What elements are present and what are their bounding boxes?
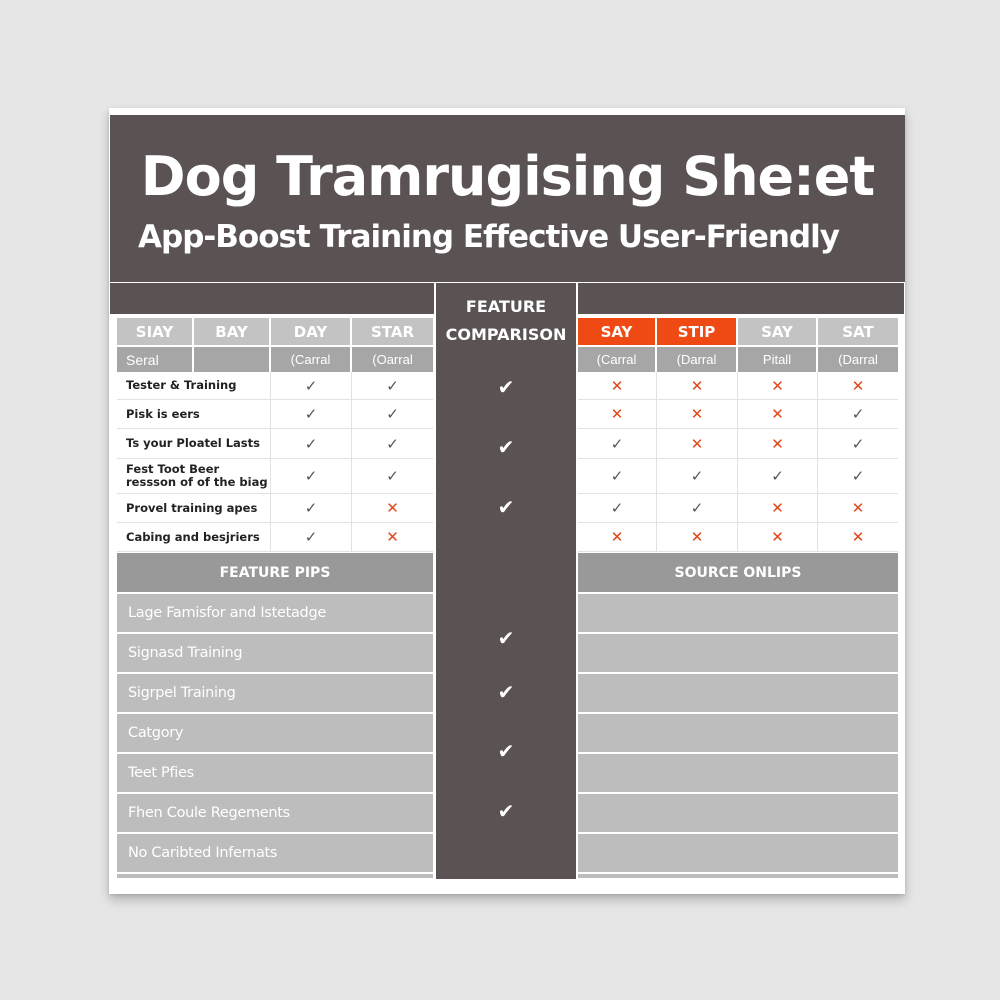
cross-icon: ✕ bbox=[386, 500, 399, 517]
status-cell bbox=[657, 459, 738, 493]
list-item: Signasd Training bbox=[117, 634, 433, 672]
cross-icon: ✕ bbox=[610, 377, 624, 395]
status-cell bbox=[352, 372, 433, 399]
cross-icon: ✕ bbox=[771, 377, 784, 395]
status-cell bbox=[271, 523, 352, 551]
cross-icon: ✕ bbox=[610, 529, 624, 546]
check-icon: ✔ bbox=[497, 628, 515, 650]
row-label: Cabing and besjriers bbox=[117, 523, 271, 551]
status-cell bbox=[738, 400, 818, 428]
table-row bbox=[117, 523, 433, 552]
check-icon: ✔ bbox=[497, 801, 515, 823]
left-comparison-table bbox=[117, 318, 433, 553]
list-item bbox=[578, 794, 898, 832]
list-item: Teet Pfies bbox=[117, 754, 433, 792]
status-cell bbox=[818, 459, 898, 493]
check-icon: ✔ bbox=[497, 437, 515, 459]
table-row bbox=[578, 400, 898, 429]
status-cell bbox=[657, 494, 738, 522]
cross-icon: ✕ bbox=[690, 406, 704, 423]
right-table-top-bar bbox=[578, 283, 904, 314]
page-title: Dog Tramrugising She:et bbox=[140, 145, 875, 208]
cross-icon: ✕ bbox=[386, 529, 399, 546]
table-row bbox=[578, 429, 898, 459]
status-cell bbox=[738, 459, 818, 493]
status-cell bbox=[352, 494, 433, 522]
right-subheader-row bbox=[578, 345, 898, 372]
check-icon: ✓ bbox=[851, 468, 865, 485]
table-row bbox=[578, 372, 898, 400]
row-label: Ts your Ploatel Lasts bbox=[117, 429, 271, 458]
column-header: STAR bbox=[352, 318, 433, 345]
status-cell bbox=[352, 429, 433, 458]
cross-icon: ✕ bbox=[690, 529, 704, 546]
list-item: No Caribted Infernats bbox=[117, 834, 433, 872]
cross-icon: ✕ bbox=[771, 529, 784, 546]
status-cell bbox=[578, 429, 657, 458]
feature-comparison-column bbox=[436, 283, 576, 879]
cross-icon: ✕ bbox=[690, 377, 704, 395]
check-icon: ✓ bbox=[851, 406, 865, 423]
table-row bbox=[578, 459, 898, 494]
cross-icon: ✕ bbox=[690, 435, 704, 453]
status-cell bbox=[657, 372, 738, 399]
status-cell bbox=[271, 372, 352, 399]
status-cell bbox=[818, 429, 898, 458]
table-row bbox=[117, 400, 433, 429]
check-icon: ✓ bbox=[304, 529, 318, 546]
check-icon: ✓ bbox=[386, 435, 399, 453]
status-cell bbox=[818, 372, 898, 399]
table-row bbox=[578, 494, 898, 523]
check-icon: ✓ bbox=[851, 435, 865, 453]
right-header-row bbox=[578, 318, 898, 345]
cross-icon: ✕ bbox=[851, 377, 865, 395]
check-icon: ✓ bbox=[690, 468, 704, 485]
row-label: Provel training apes bbox=[117, 494, 271, 522]
source-onlips-header: SOURCE ONLIPS bbox=[578, 553, 898, 592]
check-icon: ✓ bbox=[386, 406, 399, 423]
check-icon: ✓ bbox=[771, 468, 784, 485]
row-label: Pisk is eers bbox=[117, 400, 271, 428]
column-header: BAY bbox=[194, 318, 271, 345]
list-item: Catgory bbox=[117, 714, 433, 752]
status-cell bbox=[271, 429, 352, 458]
table-row bbox=[117, 459, 433, 494]
list-item bbox=[578, 714, 898, 752]
check-icon: ✓ bbox=[386, 468, 399, 485]
subheader-cell: (Carral bbox=[271, 345, 352, 372]
column-header: DAY bbox=[271, 318, 352, 345]
header-banner bbox=[110, 115, 905, 282]
cross-icon: ✕ bbox=[610, 406, 624, 423]
status-cell bbox=[352, 400, 433, 428]
column-header: SAT bbox=[818, 318, 898, 345]
table-row bbox=[117, 372, 433, 400]
check-icon: ✓ bbox=[304, 468, 318, 485]
subheader-cell: (Darral bbox=[818, 345, 898, 372]
list-item: Lage Famisfor and Istetadge bbox=[117, 594, 433, 632]
subheader-cell: (Darral bbox=[657, 345, 738, 372]
status-cell bbox=[738, 523, 818, 551]
status-cell bbox=[352, 459, 433, 493]
check-icon: ✔ bbox=[497, 377, 515, 399]
row-label: Tester & Training bbox=[117, 372, 271, 399]
feature-comparison-title bbox=[436, 293, 576, 349]
column-header: SIAY bbox=[117, 318, 194, 345]
status-cell bbox=[657, 400, 738, 428]
cross-icon: ✕ bbox=[771, 500, 784, 517]
check-icon: ✓ bbox=[386, 377, 399, 395]
list-item bbox=[578, 594, 898, 632]
check-icon: ✔ bbox=[497, 497, 515, 519]
subheader-cell: (Carral bbox=[578, 345, 657, 372]
status-cell bbox=[578, 494, 657, 522]
check-icon: ✓ bbox=[690, 500, 704, 517]
cross-icon: ✕ bbox=[851, 529, 865, 546]
list-item: Fhen Coule Regements bbox=[117, 794, 433, 832]
list-item bbox=[578, 634, 898, 672]
status-cell bbox=[657, 523, 738, 551]
table-row bbox=[117, 494, 433, 523]
status-cell bbox=[738, 372, 818, 399]
column-header: SAY bbox=[738, 318, 818, 345]
status-cell bbox=[271, 459, 352, 493]
list-item bbox=[578, 754, 898, 792]
cross-icon: ✕ bbox=[771, 435, 784, 453]
check-icon: ✓ bbox=[610, 468, 624, 485]
check-icon: ✓ bbox=[304, 406, 318, 423]
right-comparison-table bbox=[578, 318, 898, 553]
list-row-partial bbox=[117, 874, 433, 878]
status-cell bbox=[818, 494, 898, 522]
status-cell bbox=[578, 523, 657, 551]
title-line: FEATURE bbox=[465, 297, 547, 316]
status-cell bbox=[818, 523, 898, 551]
status-cell bbox=[578, 372, 657, 399]
list-item bbox=[578, 674, 898, 712]
check-icon: ✓ bbox=[304, 500, 318, 517]
check-icon: ✔ bbox=[497, 682, 515, 704]
status-cell bbox=[271, 494, 352, 522]
cross-icon: ✕ bbox=[851, 500, 865, 517]
subheader-cell: Seral bbox=[117, 345, 194, 372]
check-icon: ✓ bbox=[610, 435, 624, 453]
cross-icon: ✕ bbox=[771, 406, 784, 423]
status-cell bbox=[738, 494, 818, 522]
status-cell bbox=[352, 523, 433, 551]
table-row bbox=[117, 429, 433, 459]
column-header: STIP bbox=[657, 318, 738, 345]
check-icon: ✓ bbox=[610, 500, 624, 517]
check-icon: ✓ bbox=[304, 435, 318, 453]
status-cell bbox=[578, 400, 657, 428]
status-cell bbox=[657, 429, 738, 458]
status-cell bbox=[271, 400, 352, 428]
list-item: Sigrpel Training bbox=[117, 674, 433, 712]
list-row-partial bbox=[578, 874, 898, 878]
status-cell bbox=[818, 400, 898, 428]
feature-pips-header: FEATURE PIPS bbox=[117, 553, 433, 592]
title-line: COMPARISON bbox=[445, 325, 567, 344]
left-subheader-row bbox=[117, 345, 433, 372]
status-cell bbox=[578, 459, 657, 493]
check-icon: ✓ bbox=[304, 377, 318, 395]
page-subtitle: App-Boost Training Effective User-Friendly bbox=[138, 219, 839, 255]
comparison-sheet-card bbox=[109, 108, 905, 894]
row-label: Fest Toot Beer ressson of of the biag bbox=[117, 459, 271, 493]
subheader-cell: Pitall bbox=[738, 345, 818, 372]
subheader-cell bbox=[194, 345, 271, 372]
table-row bbox=[578, 523, 898, 552]
check-icon: ✔ bbox=[497, 741, 515, 763]
left-header-row bbox=[117, 318, 433, 345]
list-item bbox=[578, 834, 898, 872]
column-header: SAY bbox=[578, 318, 657, 345]
subheader-cell: (Oarral bbox=[352, 345, 433, 372]
left-table-top-bar bbox=[110, 283, 434, 314]
status-cell bbox=[738, 429, 818, 458]
